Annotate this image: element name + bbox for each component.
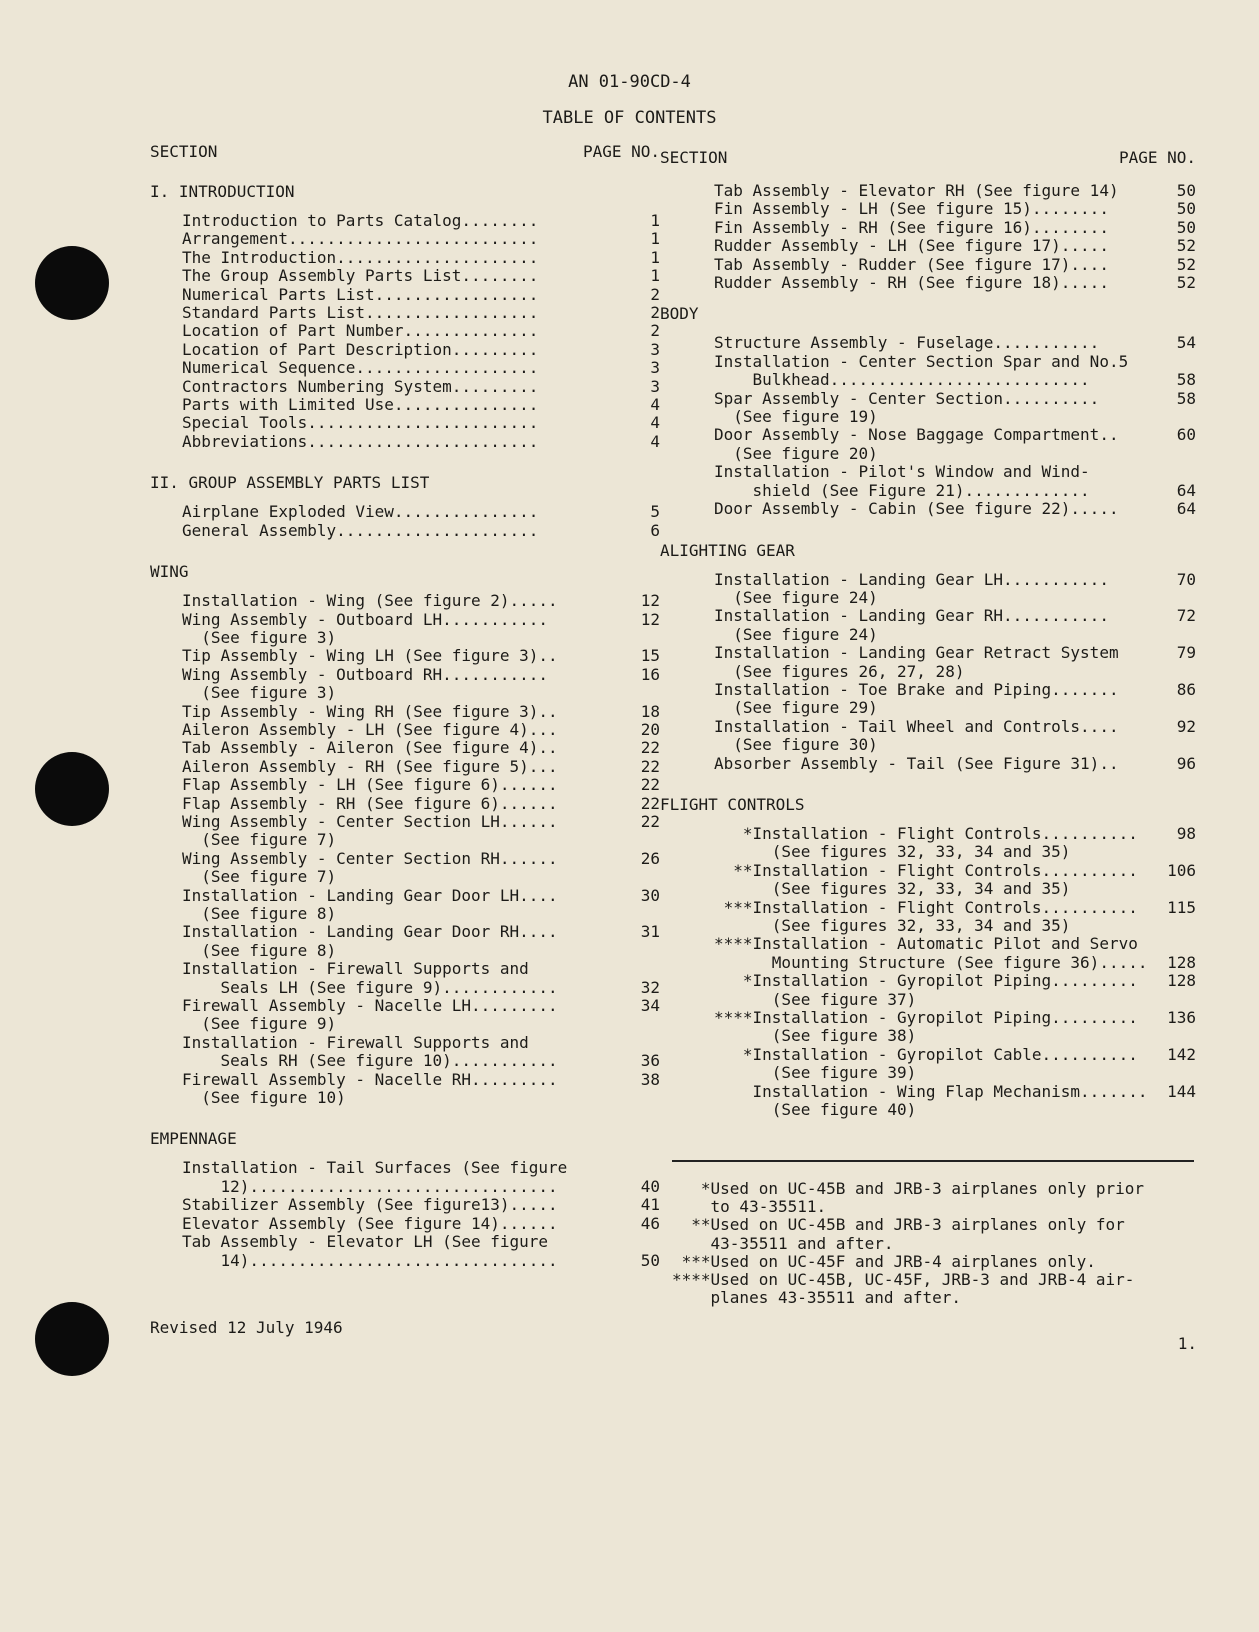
toc-entry-page: 3 bbox=[650, 339, 660, 359]
toc-entry-text: Arrangement.......................... bbox=[182, 230, 539, 249]
toc-entry bbox=[682, 825, 1196, 843]
toc-entry bbox=[150, 776, 660, 794]
toc-entry-text: Rudder Assembly - RH (See figure 18)..... bbox=[714, 274, 1109, 293]
toc-entry-page: 12 bbox=[640, 609, 660, 629]
toc-entry bbox=[150, 647, 660, 665]
toc-entry-page: 60 bbox=[1176, 425, 1196, 445]
toc-entry-text: Installation - Landing Gear RH........... bbox=[714, 607, 1109, 626]
toc-entry bbox=[150, 414, 660, 432]
toc-entry-page: 58 bbox=[1176, 370, 1196, 390]
toc-entry-text: Installation - Wing Flap Mechanism....... bbox=[714, 1082, 1148, 1101]
toc-entry-text: The Group Assembly Parts List........ bbox=[182, 267, 539, 286]
toc-entry bbox=[150, 758, 660, 776]
toc-entry-page: 31 bbox=[640, 922, 660, 942]
toc-entry bbox=[682, 699, 1196, 717]
toc-entry bbox=[682, 626, 1196, 644]
toc-entry bbox=[150, 795, 660, 813]
page-number: 1. bbox=[1177, 1334, 1197, 1353]
toc-entry-page: 41 bbox=[640, 1195, 660, 1215]
toc-entry-text: shield (See Figure 21)............. bbox=[714, 481, 1090, 500]
toc-entry-page: 22 bbox=[640, 793, 660, 813]
toc-entry-text: General Assembly..................... bbox=[182, 521, 539, 540]
toc-entry bbox=[682, 681, 1196, 699]
toc-entry bbox=[682, 736, 1196, 754]
footnote-line: planes 43-35511 and after. bbox=[672, 1288, 961, 1308]
toc-group-title: I. INTRODUCTION bbox=[150, 182, 295, 201]
toc-entry-text: Tip Assembly - Wing LH (See figure 3).. bbox=[182, 647, 558, 666]
toc-entry-text: (See figure 9) bbox=[182, 1015, 337, 1034]
toc-entry-page: 96 bbox=[1176, 753, 1196, 773]
toc-entry bbox=[682, 237, 1196, 255]
toc-entry-page: 1 bbox=[650, 211, 660, 230]
toc-entry-text: Numerical Sequence................... bbox=[182, 359, 539, 378]
toc-entry bbox=[682, 200, 1196, 218]
footnote-line: *Used on UC-45B and JRB-3 airplanes only prior bbox=[672, 1179, 1145, 1198]
toc-entry bbox=[682, 935, 1196, 953]
toc-entry-page: 46 bbox=[640, 1213, 660, 1233]
toc-entry-text: Installation - Landing Gear Retract System bbox=[714, 644, 1119, 663]
toc-entry-text: ****Installation - Automatic Pilot and Servo bbox=[714, 935, 1138, 954]
toc-entry-text: Contractors Numbering System......... bbox=[182, 377, 539, 396]
toc-group bbox=[150, 182, 660, 467]
toc-entry-text: Seals LH (See figure 9)............ bbox=[182, 978, 558, 997]
toc-entry-text: Installation - Landing Gear Door RH.... bbox=[182, 923, 558, 942]
toc-group bbox=[660, 304, 1196, 534]
toc-entry-page: 22 bbox=[640, 738, 660, 758]
section-header: SECTION bbox=[660, 148, 728, 167]
toc-entry-text: Special Tools........................ bbox=[182, 414, 539, 433]
toc-entry-page: 22 bbox=[640, 756, 660, 776]
toc-entry bbox=[682, 972, 1196, 990]
toc-entry-page: 18 bbox=[640, 701, 660, 721]
toc-entry-text: (See figure 3) bbox=[182, 628, 337, 647]
toc-entry bbox=[682, 1027, 1196, 1045]
toc-group bbox=[660, 794, 1196, 1136]
toc-entry bbox=[682, 571, 1196, 589]
toc-entry bbox=[682, 1083, 1196, 1101]
toc-entry-page: 16 bbox=[640, 664, 660, 684]
toc-entry bbox=[682, 353, 1196, 371]
toc-entry bbox=[150, 322, 660, 340]
toc-entry-page: 50 bbox=[640, 1250, 660, 1270]
toc-entry bbox=[682, 880, 1196, 898]
binder-hole bbox=[35, 1302, 109, 1376]
toc-entry bbox=[682, 408, 1196, 426]
right-continued-entries bbox=[682, 182, 1196, 298]
toc-entry-text: Abbreviations........................ bbox=[182, 432, 539, 451]
page-number-header: PAGE NO. bbox=[582, 142, 660, 161]
toc-entry bbox=[682, 917, 1196, 935]
toc-entry-page: 15 bbox=[640, 646, 660, 666]
toc-entry-text: Installation - Firewall Supports and bbox=[182, 1033, 529, 1052]
toc-entry bbox=[150, 942, 660, 960]
toc-entry-text: Tab Assembly - Rudder (See figure 17).... bbox=[714, 255, 1109, 274]
toc-group-title: FLIGHT CONTROLS bbox=[660, 794, 805, 814]
toc-entry-page: 64 bbox=[1176, 499, 1196, 519]
toc-entry-page: 106 bbox=[1167, 860, 1196, 880]
toc-entry-text: Aileron Assembly - LH (See figure 4)... bbox=[182, 720, 558, 739]
toc-entry-page: 12 bbox=[640, 591, 660, 611]
toc-entry bbox=[150, 396, 660, 414]
footnote-line: to 43-35511. bbox=[672, 1197, 827, 1217]
toc-entry-page: 72 bbox=[1176, 606, 1196, 626]
toc-entry bbox=[150, 592, 660, 610]
right-column-header bbox=[660, 148, 1196, 182]
toc-entry-page: 52 bbox=[1176, 273, 1196, 293]
toc-entry-text: (See figure 29) bbox=[714, 699, 878, 718]
toc-group-title: BODY bbox=[660, 304, 699, 324]
toc-entry bbox=[150, 629, 660, 647]
toc-entry-text: Absorber Assembly - Tail (See Figure 31).. bbox=[714, 754, 1119, 773]
toc-entry-text: (See figure 3) bbox=[182, 684, 337, 703]
toc-entry bbox=[682, 718, 1196, 736]
toc-entry bbox=[150, 378, 660, 396]
toc-entry bbox=[682, 1064, 1196, 1082]
toc-group bbox=[150, 473, 660, 556]
toc-entry bbox=[682, 256, 1196, 274]
toc-entry-text: Stabilizer Assembly (See figure13)..... bbox=[182, 1196, 558, 1215]
toc-entry-text: Installation - Tail Wheel and Controls.... bbox=[714, 717, 1119, 736]
toc-entry-page: 4 bbox=[650, 413, 660, 433]
toc-entry-page: 22 bbox=[640, 811, 660, 831]
toc-entry-page: 30 bbox=[640, 885, 660, 905]
toc-entry-page: 4 bbox=[650, 431, 660, 451]
toc-group bbox=[150, 1129, 660, 1285]
toc-entry-text: Location of Part Description......... bbox=[182, 340, 539, 359]
toc-entry-text: (See figure 40) bbox=[714, 1101, 917, 1120]
toc-entry bbox=[150, 267, 660, 285]
toc-entry-text: Structure Assembly - Fuselage........... bbox=[714, 334, 1100, 353]
toc-entry-page: 26 bbox=[640, 848, 660, 868]
toc-entry-text: Bulkhead........................... bbox=[714, 371, 1090, 390]
toc-entry bbox=[682, 755, 1196, 773]
toc-entry bbox=[150, 739, 660, 757]
footnotes bbox=[672, 1180, 1194, 1307]
toc-entry bbox=[150, 1071, 660, 1089]
toc-entry-page: 32 bbox=[640, 977, 660, 997]
toc-entry-page: 50 bbox=[1176, 199, 1196, 219]
toc-entry-text: (See figure 10) bbox=[182, 1089, 346, 1108]
toc-entry bbox=[150, 979, 660, 997]
toc-entry bbox=[682, 426, 1196, 444]
toc-entry-page: 54 bbox=[1176, 333, 1196, 353]
toc-entry-text: (See figure 24) bbox=[714, 588, 878, 607]
toc-entry bbox=[682, 500, 1196, 518]
footnote-line: ****Used on UC-45B, UC-45F, JRB-3 and JRB-4 air- bbox=[672, 1270, 1135, 1290]
toc-entry bbox=[682, 334, 1196, 352]
toc-entry bbox=[682, 219, 1196, 237]
toc-entry-text: Installation - Tail Surfaces (See figure bbox=[182, 1159, 568, 1178]
toc-entry bbox=[150, 1233, 660, 1251]
toc-entry bbox=[150, 1015, 660, 1033]
toc-entry-page: 2 bbox=[650, 303, 660, 323]
toc-entry-page: 5 bbox=[650, 502, 660, 522]
toc-entry bbox=[682, 954, 1196, 972]
toc-entry-text: (See figures 32, 33, 34 and 35) bbox=[714, 917, 1071, 935]
toc-entry-page: 2 bbox=[650, 284, 660, 304]
toc-entry bbox=[150, 1252, 660, 1270]
toc-entry bbox=[150, 997, 660, 1015]
toc-entry bbox=[150, 1052, 660, 1070]
toc-entry bbox=[150, 522, 660, 540]
toc-entry-text: Flap Assembly - LH (See figure 6)...... bbox=[182, 776, 558, 795]
toc-entry-text: 12)................................ bbox=[182, 1177, 558, 1196]
toc-entry-page: 144 bbox=[1167, 1081, 1196, 1101]
right-groups bbox=[660, 304, 1196, 1135]
toc-entry-text: Standard Parts List.................. bbox=[182, 304, 539, 323]
toc-entry-text: (See figure 8) bbox=[182, 905, 337, 923]
left-column bbox=[150, 142, 660, 1286]
toc-entry bbox=[150, 286, 660, 304]
toc-group-title: ALIGHTING GEAR bbox=[660, 540, 795, 560]
toc-entry bbox=[150, 359, 660, 377]
toc-entry-page: 92 bbox=[1176, 716, 1196, 736]
toc-entry-text: Aileron Assembly - RH (See figure 5)... bbox=[182, 757, 558, 776]
toc-entry-text: (See figure 8) bbox=[182, 941, 337, 960]
toc-entry-text: Elevator Assembly (See figure 14)...... bbox=[182, 1214, 558, 1233]
toc-entry-text: Installation - Landing Gear LH........... bbox=[714, 570, 1109, 589]
toc-entry-text: Firewall Assembly - Nacelle LH......... bbox=[182, 997, 558, 1016]
toc-entry-page: 20 bbox=[640, 719, 660, 739]
toc-entry-text: Location of Part Number.............. bbox=[182, 322, 539, 341]
toc-entry bbox=[150, 1089, 660, 1107]
toc-entry bbox=[682, 1046, 1196, 1064]
toc-entry bbox=[682, 463, 1196, 481]
toc-entry bbox=[150, 850, 660, 868]
toc-entry bbox=[682, 1101, 1196, 1119]
toc-entry-page: 136 bbox=[1167, 1008, 1196, 1028]
toc-entry bbox=[150, 1215, 660, 1233]
section-header: SECTION bbox=[150, 142, 218, 161]
toc-entry bbox=[682, 390, 1196, 408]
toc-entry-text: Tab Assembly - Elevator RH (See figure 14) bbox=[714, 182, 1119, 200]
toc-entry-text: Installation - Wing (See figure 2)..... bbox=[182, 592, 558, 611]
toc-entry-page: 98 bbox=[1176, 823, 1196, 843]
toc-entry-page: 40 bbox=[640, 1176, 660, 1196]
toc-group-title: II. GROUP ASSEMBLY PARTS LIST bbox=[150, 473, 430, 493]
toc-entry-text: Rudder Assembly - LH (See figure 17)..... bbox=[714, 237, 1109, 256]
toc-entry-text: Installation - Center Section Spar and No.5 bbox=[714, 352, 1129, 371]
toc-entry-text: (See figure 19) bbox=[714, 408, 878, 427]
toc-entry-text: Spar Assembly - Center Section.......... bbox=[714, 389, 1100, 408]
toc-entry-text: Installation - Pilot's Window and Wind- bbox=[714, 463, 1090, 482]
right-column bbox=[660, 148, 1196, 1135]
toc-entry-page: 50 bbox=[1176, 181, 1196, 200]
toc-entry-text: **Installation - Flight Controls.......... bbox=[714, 861, 1138, 880]
toc-entry-page: 86 bbox=[1176, 679, 1196, 699]
footnote-line: ***Used on UC-45F and JRB-4 airplanes only. bbox=[672, 1251, 1096, 1271]
page-number-header: PAGE NO. bbox=[1118, 148, 1196, 167]
toc-entry-text: (See figure 38) bbox=[714, 1027, 917, 1046]
toc-entry-text: Wing Assembly - Center Section LH...... bbox=[182, 812, 558, 831]
toc-entry bbox=[682, 644, 1196, 662]
toc-entry-text: Door Assembly - Cabin (See figure 22)..... bbox=[714, 500, 1119, 519]
toc-group-title: EMPENNAGE bbox=[150, 1129, 237, 1149]
toc-entry-text: 14)................................ bbox=[182, 1251, 558, 1270]
toc-entry-page: 6 bbox=[650, 520, 660, 540]
toc-entry bbox=[150, 341, 660, 359]
toc-entry-page: 64 bbox=[1176, 480, 1196, 500]
toc-entry bbox=[682, 182, 1196, 200]
toc-entry-page: 128 bbox=[1167, 952, 1196, 972]
toc-entry bbox=[150, 433, 660, 451]
toc-entry bbox=[150, 249, 660, 267]
document-id: AN 01-90CD-4 bbox=[568, 72, 691, 92]
toc-entry-text: Parts with Limited Use............... bbox=[182, 396, 539, 415]
toc-entry bbox=[150, 905, 660, 923]
toc-entry bbox=[150, 887, 660, 905]
toc-entry-page: 1 bbox=[650, 266, 660, 286]
toc-entry-page: 38 bbox=[640, 1069, 660, 1089]
toc-entry-text: (See figures 32, 33, 34 and 35) bbox=[714, 843, 1071, 862]
toc-entry-text: Flap Assembly - RH (See figure 6)...... bbox=[182, 794, 558, 813]
toc-entry bbox=[150, 304, 660, 322]
toc-entry-page: 1 bbox=[650, 247, 660, 267]
toc-entry bbox=[150, 212, 660, 230]
toc-entry bbox=[682, 991, 1196, 1009]
toc-entry bbox=[682, 862, 1196, 880]
toc-entry-text: The Introduction..................... bbox=[182, 248, 539, 267]
toc-entry bbox=[150, 703, 660, 721]
toc-entry-page: 36 bbox=[640, 1051, 660, 1071]
toc-group bbox=[660, 540, 1196, 789]
toc-entry bbox=[150, 1159, 660, 1177]
toc-entry-page: 52 bbox=[1176, 236, 1196, 256]
toc-entry bbox=[150, 923, 660, 941]
toc-entry-page: 22 bbox=[640, 775, 660, 795]
toc-entry-text: Tab Assembly - Elevator LH (See figure bbox=[182, 1233, 549, 1252]
toc-entry-text: Numerical Parts List................. bbox=[182, 285, 539, 304]
toc-group-title: WING bbox=[150, 562, 189, 582]
toc-entry-text: *Installation - Gyropilot Piping......... bbox=[714, 972, 1138, 991]
toc-entry-text: (See figure 30) bbox=[714, 736, 878, 755]
footnote-line: 43-35511 and after. bbox=[672, 1233, 894, 1253]
toc-entry bbox=[682, 589, 1196, 607]
toc-entry bbox=[682, 899, 1196, 917]
toc-entry bbox=[682, 843, 1196, 861]
toc-entry bbox=[150, 1178, 660, 1196]
footnote-line: **Used on UC-45B and JRB-3 airplanes only for bbox=[672, 1215, 1125, 1235]
binder-hole bbox=[35, 752, 109, 826]
toc-entry-text: *Installation - Flight Controls.......... bbox=[714, 824, 1138, 843]
toc-entry-text: Introduction to Parts Catalog........ bbox=[182, 212, 539, 230]
toc-entry-text: (See figure 20) bbox=[714, 444, 878, 463]
toc-entry-page: 79 bbox=[1176, 643, 1196, 663]
toc-entry bbox=[150, 684, 660, 702]
toc-entry bbox=[682, 445, 1196, 463]
toc-entry-text: Mounting Structure (See figure 36)..... bbox=[714, 953, 1148, 972]
toc-entry-page: 50 bbox=[1176, 217, 1196, 237]
toc-entry bbox=[150, 721, 660, 739]
toc-entry-page: 4 bbox=[650, 395, 660, 415]
toc-entry-text: Installation - Firewall Supports and bbox=[182, 960, 529, 979]
toc-entry-text: Firewall Assembly - Nacelle RH......... bbox=[182, 1070, 558, 1089]
toc-entry-text: (See figure 24) bbox=[714, 625, 878, 644]
toc-entry bbox=[150, 1034, 660, 1052]
toc-entry-text: Tab Assembly - Aileron (See figure 4).. bbox=[182, 739, 558, 758]
toc-entry-text: ****Installation - Gyropilot Piping......... bbox=[714, 1009, 1138, 1028]
revision-date: Revised 12 July 1946 bbox=[150, 1318, 343, 1337]
toc-entry-text: Airplane Exploded View............... bbox=[182, 503, 539, 522]
toc-entry-text: (See figures 32, 33, 34 and 35) bbox=[714, 880, 1071, 899]
toc-entry bbox=[150, 503, 660, 521]
left-column-header bbox=[150, 142, 660, 176]
toc-entry-page: 70 bbox=[1176, 569, 1196, 589]
toc-entry-page: 115 bbox=[1167, 897, 1196, 917]
toc-entry-text: Fin Assembly - LH (See figure 15)........ bbox=[714, 200, 1109, 219]
toc-entry bbox=[150, 831, 660, 849]
toc-entry-page: 3 bbox=[650, 358, 660, 378]
toc-entry bbox=[150, 611, 660, 629]
toc-entry bbox=[150, 813, 660, 831]
toc-entry-text: Installation - Landing Gear Door LH.... bbox=[182, 886, 558, 905]
toc-entry-page: 58 bbox=[1176, 388, 1196, 408]
toc-entry bbox=[682, 482, 1196, 500]
toc-entry-page: 2 bbox=[650, 321, 660, 341]
toc-group bbox=[150, 562, 660, 1123]
toc-entry-text: (See figure 7) bbox=[182, 868, 337, 887]
toc-entry bbox=[682, 607, 1196, 625]
toc-entry-text: (See figure 39) bbox=[714, 1064, 917, 1083]
toc-entry-page: 3 bbox=[650, 376, 660, 396]
toc-entry-text: Wing Assembly - Outboard LH........... bbox=[182, 610, 549, 629]
toc-entry-text: Door Assembly - Nose Baggage Compartment.. bbox=[714, 426, 1119, 445]
footnote-divider bbox=[672, 1160, 1194, 1162]
left-groups bbox=[150, 182, 660, 1286]
toc-entry-text: (See figure 37) bbox=[714, 990, 917, 1009]
toc-entry bbox=[682, 1009, 1196, 1027]
toc-entry bbox=[150, 960, 660, 978]
toc-entry bbox=[682, 663, 1196, 681]
toc-entry-text: Installation - Toe Brake and Piping....... bbox=[714, 680, 1119, 699]
toc-entry-text: Seals RH (See figure 10)........... bbox=[182, 1052, 558, 1071]
toc-entry-page: 52 bbox=[1176, 254, 1196, 274]
toc-entry bbox=[150, 1196, 660, 1214]
toc-entry-text: ***Installation - Flight Controls.......... bbox=[714, 898, 1138, 917]
toc-entry-text: Tip Assembly - Wing RH (See figure 3).. bbox=[182, 702, 558, 721]
toc-entry-page: 34 bbox=[640, 996, 660, 1016]
toc-entry bbox=[682, 274, 1196, 292]
toc-entry bbox=[150, 868, 660, 886]
toc-entry-text: (See figure 7) bbox=[182, 831, 337, 850]
toc-entry bbox=[150, 666, 660, 684]
page-title: TABLE OF CONTENTS bbox=[542, 108, 717, 128]
toc-entry bbox=[682, 371, 1196, 389]
binder-hole bbox=[35, 246, 109, 320]
toc-entry-text: (See figures 26, 27, 28) bbox=[714, 662, 965, 681]
toc-entry-text: Wing Assembly - Outboard RH........... bbox=[182, 665, 549, 684]
toc-entry bbox=[150, 230, 660, 248]
toc-entry-text: Wing Assembly - Center Section RH...... bbox=[182, 849, 558, 868]
toc-entry-page: 142 bbox=[1167, 1044, 1196, 1064]
toc-entry-page: 128 bbox=[1167, 971, 1196, 991]
toc-entry-text: Fin Assembly - RH (See figure 16)........ bbox=[714, 218, 1109, 237]
toc-entry-text: *Installation - Gyropilot Cable.......... bbox=[714, 1045, 1138, 1064]
toc-entry-page: 1 bbox=[650, 229, 660, 249]
